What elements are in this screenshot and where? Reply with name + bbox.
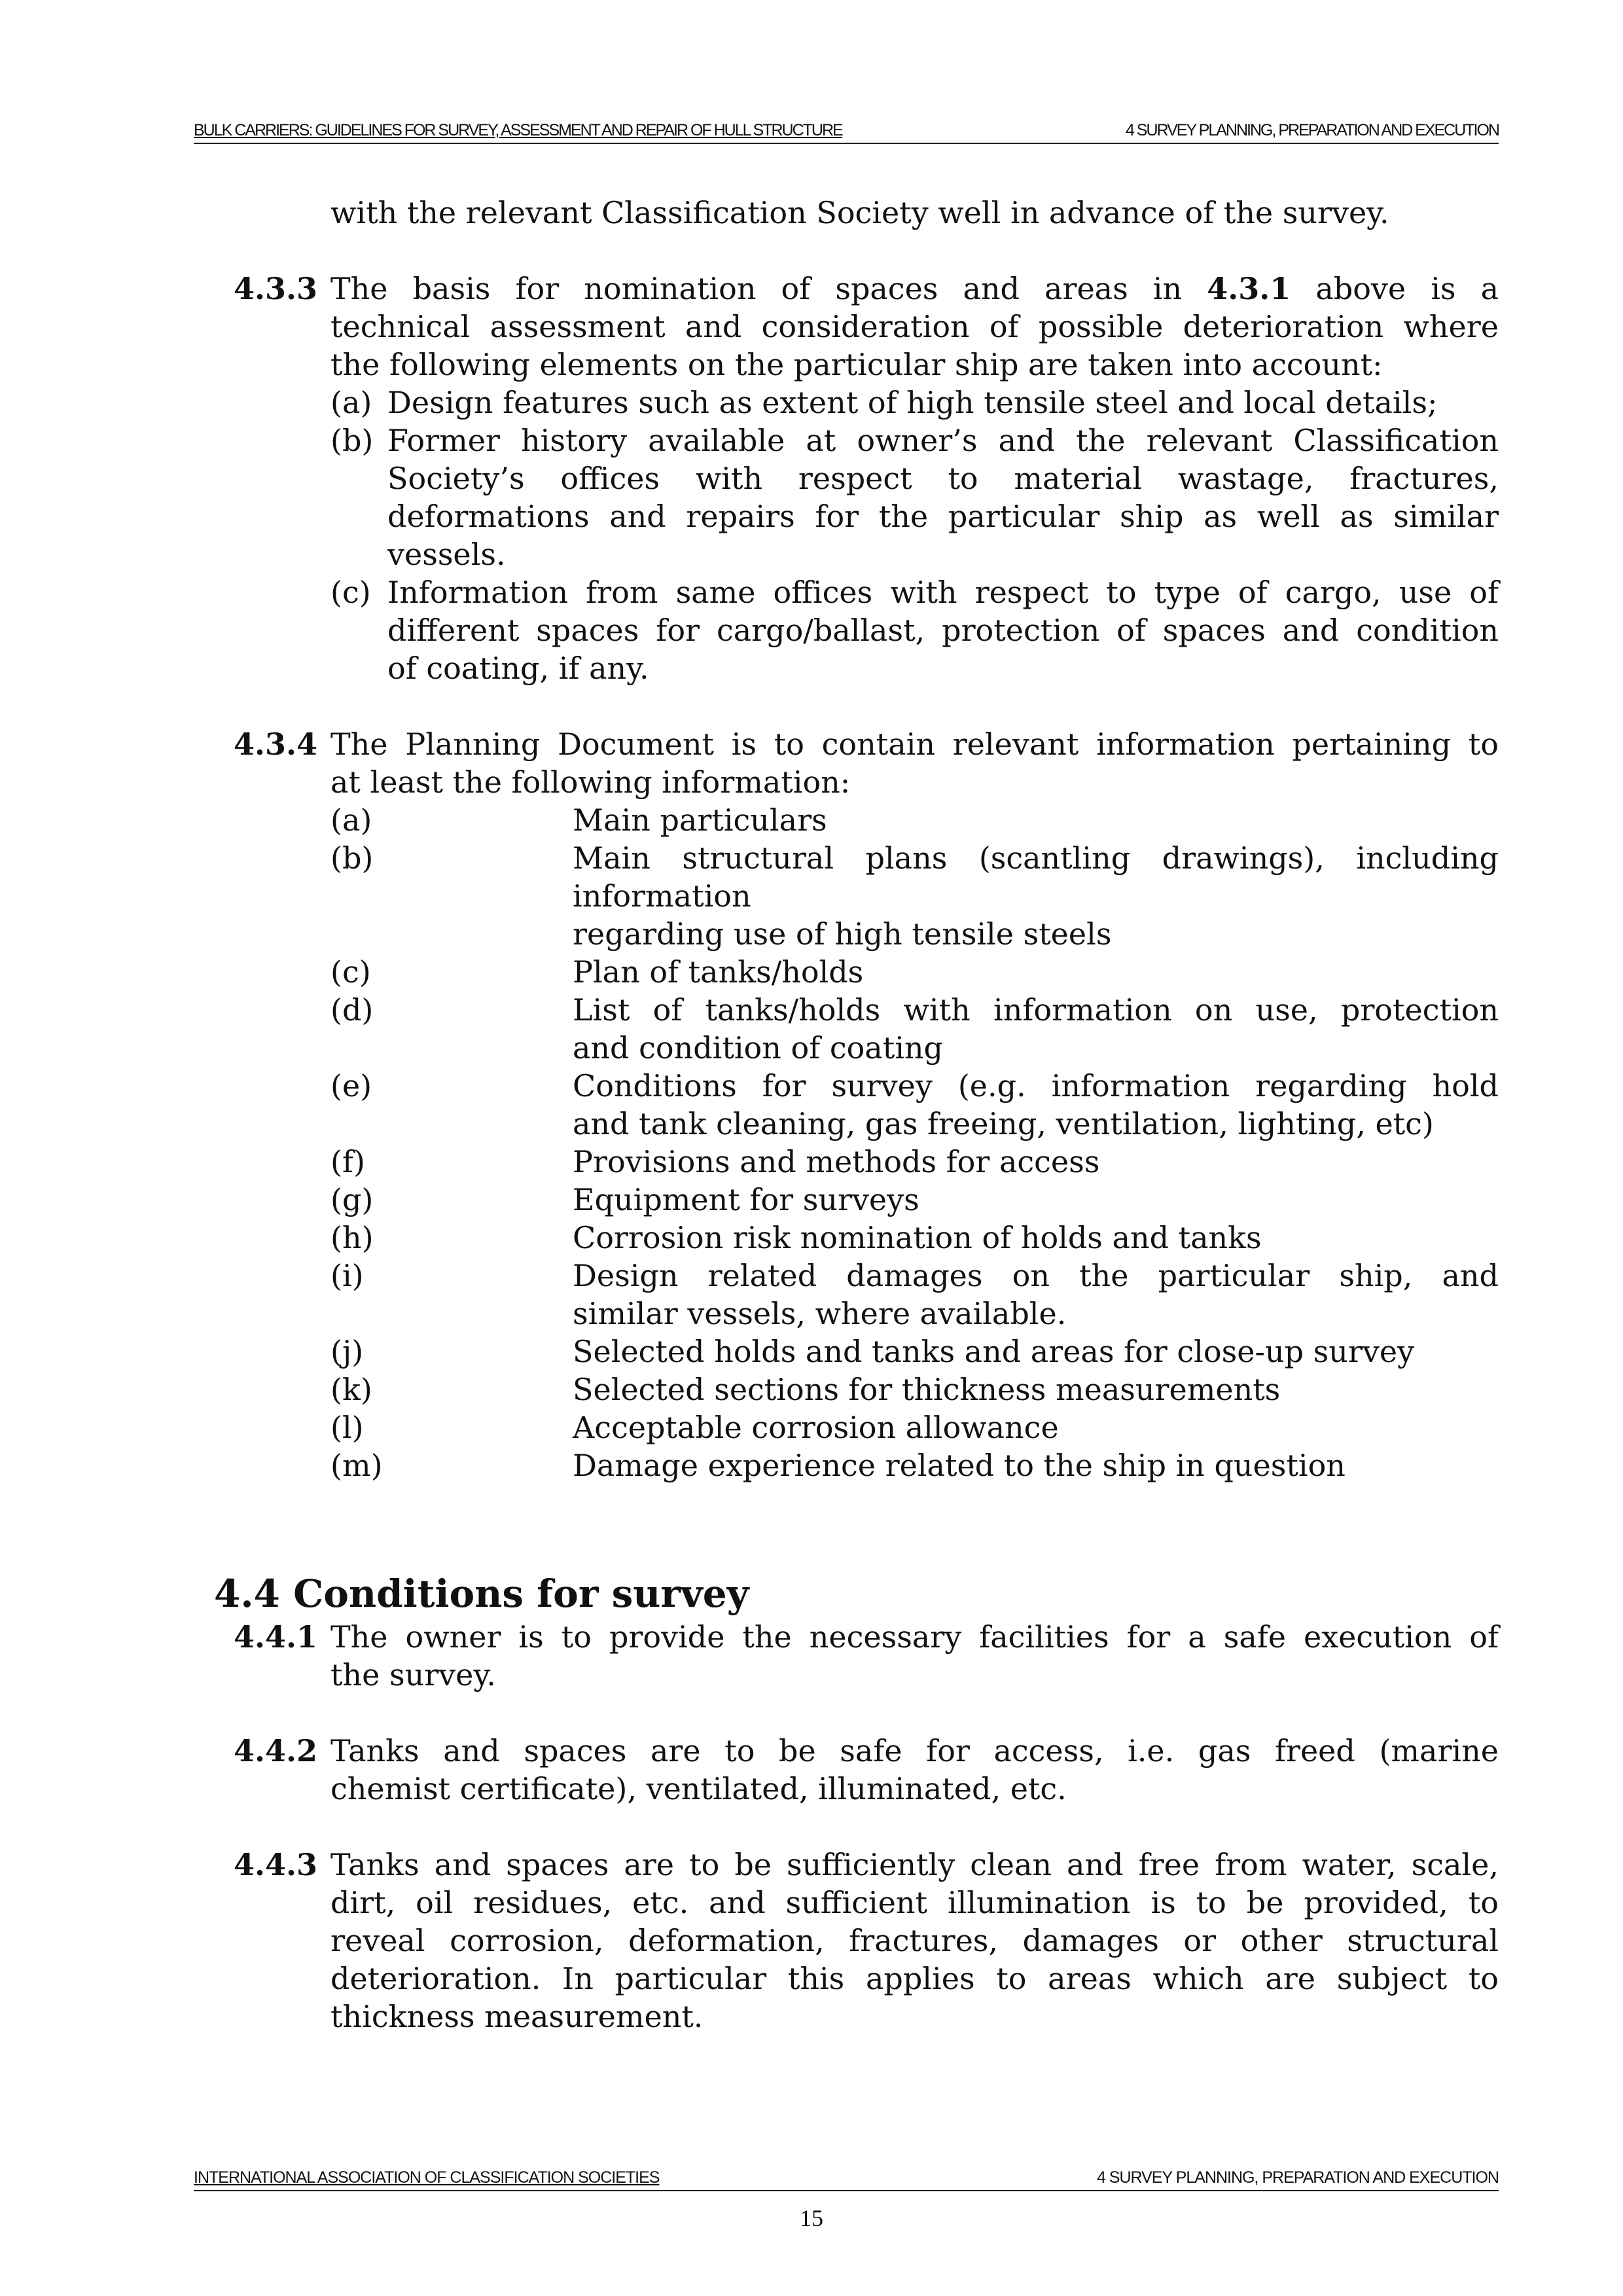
- header-chapter-title: 4 SURVEY PLANNING, PREPARATION AND EXECUTION: [1125, 121, 1499, 139]
- item-label: (g): [330, 1182, 374, 1217]
- section-heading-4-4: 4.4 Conditions for survey: [214, 1571, 749, 1616]
- para-number-4-3-4: 4.3.4: [234, 726, 318, 762]
- item-label: (l): [330, 1410, 364, 1445]
- running-header: [194, 118, 1499, 144]
- para-4-3-4-line-2: at least the following information:: [330, 764, 851, 800]
- para-4-4-3-line-2: dirt, oil residues, etc. and sufficient illumination is to be provided, to: [330, 1885, 1499, 1920]
- para-4-4-2-line-2: chemist certificate), ventilated, illuminated, etc.: [330, 1771, 1067, 1806]
- item-text: Design features such as extent of high tensile steel and local details;: [387, 385, 1438, 420]
- footer-organisation: INTERNATIONAL ASSOCIATION OF CLASSIFICATION SOCIETIES: [194, 2168, 660, 2187]
- item-text: similar vessels, where available.: [573, 1296, 1067, 1331]
- para-4-4-1-line-2: the survey.: [330, 1657, 496, 1693]
- item-text: and tank cleaning, gas freeing, ventilation, lighting, etc): [573, 1106, 1434, 1141]
- item-text: Equipment for surveys: [573, 1182, 919, 1217]
- para-4-3-4-line-1: The Planning Document is to contain relevant information pertaining to: [330, 726, 1499, 762]
- item-text: Damage experience related to the ship in question: [573, 1448, 1346, 1483]
- para-4-4-2-line-1: Tanks and spaces are to be safe for access, i.e. gas freed (marine: [330, 1733, 1499, 1768]
- para-number-4-3-3: 4.3.3: [234, 271, 318, 306]
- item-text: Main particulars: [573, 802, 827, 838]
- item-label: (m): [330, 1448, 383, 1483]
- para-4-3-3-line-1: The basis for nomination of spaces and areas in 4.3.1 above is a: [330, 271, 1499, 306]
- item-label: (a): [330, 385, 372, 420]
- para-number-4-4-3: 4.4.3: [234, 1847, 318, 1882]
- item-label: (k): [330, 1372, 372, 1407]
- item-text: Corrosion risk nomination of holds and tanks: [573, 1220, 1262, 1255]
- para-4-3-3-line-3: the following elements on the particular ship are taken into account:: [330, 347, 1383, 382]
- item-text: List of tanks/holds with information on use, protection: [573, 992, 1499, 1028]
- item-text: vessels.: [387, 537, 506, 572]
- footer-chapter-title: 4 SURVEY PLANNING, PREPARATION AND EXECUTION: [1096, 2168, 1499, 2187]
- item-text: information: [573, 878, 751, 914]
- para-4-4-3-line-3: reveal corrosion, deformation, fractures, damages or other structural: [330, 1923, 1499, 1958]
- item-text: Acceptable corrosion allowance: [573, 1410, 1059, 1445]
- item-label: (h): [330, 1220, 374, 1255]
- item-text: of coating, if any.: [387, 651, 649, 686]
- item-text: Conditions for survey (e.g. information regarding hold: [573, 1068, 1499, 1103]
- item-label: (b): [330, 840, 374, 876]
- item-text: Main structural plans (scantling drawings), including: [573, 840, 1499, 876]
- item-label: (j): [330, 1334, 364, 1369]
- item-text: Society’s offices with respect to material wastage, fractures,: [387, 461, 1499, 496]
- item-label: (i): [330, 1258, 364, 1293]
- para-4-4-1-line-1: The owner is to provide the necessary facilities for a safe execution of: [330, 1619, 1499, 1655]
- item-text: Provisions and methods for access: [573, 1144, 1100, 1179]
- item-text: Information from same offices with respect to type of cargo, use of: [387, 575, 1499, 610]
- header-document-title: BULK CARRIERS: GUIDELINES FOR SURVEY, ASSESSMENT AND REPAIR OF HULL STRUCTURE: [194, 121, 842, 139]
- para-4-4-3-line-4: deterioration. In particular this applies to areas which are subject to: [330, 1961, 1499, 1996]
- item-text: Selected holds and tanks and areas for close-up survey: [573, 1334, 1415, 1369]
- item-label: (c): [330, 575, 371, 610]
- item-text: different spaces for cargo/ballast, protection of spaces and condition: [387, 613, 1499, 648]
- item-text: Former history available at owner’s and the relevant Classification: [387, 423, 1499, 458]
- para-number-4-4-1: 4.4.1: [234, 1619, 318, 1655]
- page-number: 15: [800, 2205, 823, 2231]
- item-label: (a): [330, 802, 372, 838]
- item-label: (c): [330, 954, 371, 990]
- item-label: (b): [330, 423, 374, 458]
- item-label: (f): [330, 1144, 365, 1179]
- ref-4-3-1: 4.3.1: [1207, 271, 1291, 306]
- item-label: (d): [330, 992, 374, 1028]
- item-text: deformations and repairs for the particular ship as well as similar: [387, 499, 1499, 534]
- para-4-4-3-line-5: thickness measurement.: [330, 1999, 704, 2034]
- item-text: Design related damages on the particular ship, and: [573, 1258, 1499, 1293]
- intro-line: with the relevant Classification Society well in advance of the survey.: [330, 195, 1389, 230]
- para-4-3-3-line-2: technical assessment and consideration of possible deterioration where: [330, 309, 1499, 344]
- para-number-4-4-2: 4.4.2: [234, 1733, 318, 1768]
- item-text: and condition of coating: [573, 1030, 943, 1066]
- item-text: Selected sections for thickness measurements: [573, 1372, 1281, 1407]
- item-text: regarding use of high tensile steels: [573, 916, 1112, 952]
- running-footer: [194, 2165, 1499, 2191]
- para-4-4-3-line-1: Tanks and spaces are to be sufficiently clean and free from water, scale,: [330, 1847, 1499, 1882]
- item-label: (e): [330, 1068, 372, 1103]
- item-text: Plan of tanks/holds: [573, 954, 864, 990]
